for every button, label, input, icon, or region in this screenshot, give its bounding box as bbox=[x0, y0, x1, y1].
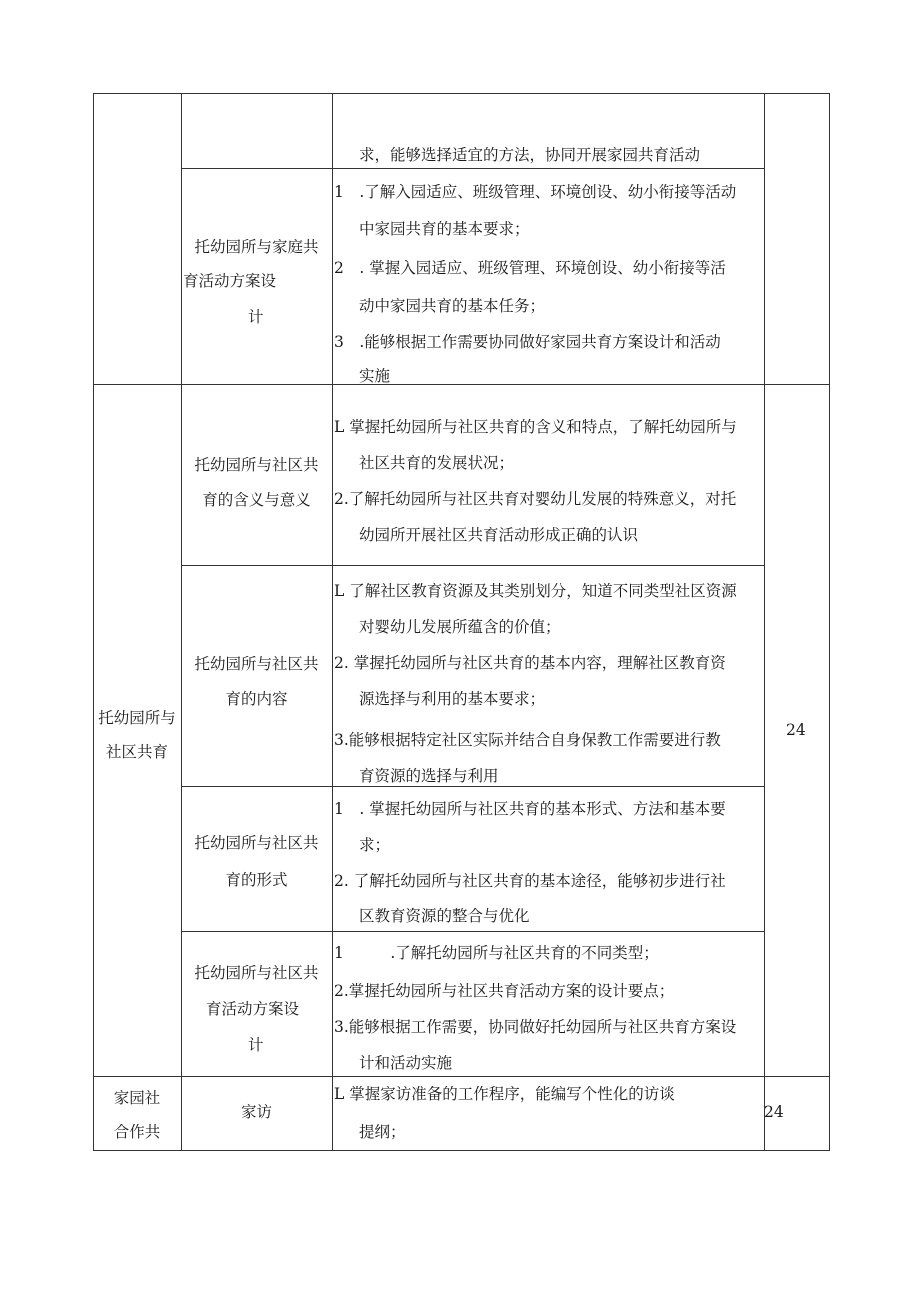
requirement-line: 2.掌握托幼园所与社区共育活动方案的设计要点； bbox=[334, 982, 675, 1000]
requirement-line: 2. 掌握托幼园所与社区共育的基本内容，理解社区教育资 bbox=[334, 654, 726, 672]
requirement-line: 1 .了解托幼园所与社区共育的不同类型； bbox=[334, 944, 659, 962]
requirement-line: 实施 bbox=[359, 367, 391, 383]
hours-value: 24 bbox=[786, 721, 806, 739]
topic-name-line: 托幼园所与社区共 bbox=[194, 456, 319, 474]
requirement-line: 3.能够根据工作需要，协同做好托幼园所与社区共育方案设 bbox=[334, 1018, 737, 1036]
requirement-line: 社区共育的发展状况； bbox=[359, 454, 515, 472]
module-name-line: 合作共 bbox=[113, 1123, 161, 1141]
grid-line bbox=[93, 1076, 830, 1077]
module-name-line: 托幼园所与 bbox=[98, 709, 176, 727]
requirement-line: 中家园共育的基本要求； bbox=[359, 220, 530, 238]
requirement-line: 对婴幼儿发展所蕴含的价值； bbox=[359, 618, 561, 636]
requirement-line: L 了解社区教育资源及其类别划分，知道不同类型社区资源 bbox=[334, 582, 737, 600]
topic-name-line: 托幼园所与社区共 bbox=[194, 964, 319, 982]
requirement-line: 1 .了解入园适应、班级管理、环境创设、幼小衔接等活动 bbox=[334, 183, 737, 201]
requirement-line: 幼园所开展社区共育活动形成正确的认识 bbox=[359, 526, 639, 544]
requirement-line: 求，能够选择适宜的方法，协同开展家园共育活动 bbox=[359, 146, 701, 164]
topic-name-line: 托幼园所与家庭共 bbox=[194, 238, 319, 256]
requirement-line: 区教育资源的整合与优化 bbox=[359, 907, 530, 925]
requirement-line: 源选择与利用的基本要求； bbox=[359, 690, 546, 708]
grid-line bbox=[93, 93, 830, 94]
requirement-line: 2.了解托幼园所与社区共育对婴幼儿发展的特殊意义，对托 bbox=[334, 490, 737, 508]
module-name-line: 社区共育 bbox=[105, 743, 168, 761]
requirement-line: 2. 了解托幼园所与社区共育的基本途径，能够初步进行社 bbox=[334, 872, 726, 890]
requirement-line: 3 .能够根据工作需要协同做好家园共育方案设计和活动 bbox=[334, 333, 721, 351]
requirement-line-clipped bbox=[359, 766, 499, 785]
grid-line bbox=[181, 786, 764, 787]
requirement-line: 求； bbox=[359, 836, 391, 854]
topic-name-line: 家访 bbox=[240, 1103, 272, 1121]
grid-line bbox=[181, 931, 764, 932]
requirement-line: L 掌握家访准备的工作程序，能编写个性化的访谈 bbox=[334, 1085, 675, 1103]
requirement-line: 2 . 掌握入园适应、班级管理、环境创设、幼小衔接等活 bbox=[334, 259, 726, 277]
module-name-line: 家园社 bbox=[113, 1089, 161, 1107]
hours-value: 24 bbox=[764, 1103, 784, 1121]
grid-line bbox=[93, 93, 94, 1151]
requirement-line: 动中家园共育的基本任务； bbox=[359, 297, 546, 315]
topic-name-line: 育的内容 bbox=[225, 690, 288, 708]
topic-name-line: 计 bbox=[248, 1036, 264, 1054]
requirement-line-clipped bbox=[359, 366, 390, 383]
requirement-line: 提纲； bbox=[359, 1123, 406, 1141]
topic-name-line: 育的形式 bbox=[225, 871, 288, 889]
requirement-line: L 掌握托幼园所与社区共育的含义和特点，了解托幼园所与 bbox=[334, 418, 737, 436]
requirement-line: 计和活动实施 bbox=[359, 1054, 453, 1072]
topic-name-line: 计 bbox=[248, 308, 264, 326]
grid-line bbox=[829, 93, 830, 1151]
requirement-line: 1 . 掌握托幼园所与社区共育的基本形式、方法和基本要 bbox=[334, 800, 726, 818]
requirement-line: 3.能够根据特定社区实际并结合自身保教工作需要进行教 bbox=[334, 731, 721, 749]
topic-name-line: 育的含义与意义 bbox=[202, 491, 311, 509]
grid-line bbox=[181, 168, 764, 169]
topic-name-line: 育活动方案设 bbox=[183, 272, 277, 290]
grid-line bbox=[181, 565, 764, 566]
grid-line bbox=[93, 1150, 830, 1151]
topic-name-line: 育活动方案设 bbox=[206, 1000, 300, 1018]
grid-line bbox=[93, 384, 830, 385]
grid-line bbox=[332, 93, 333, 1151]
topic-name-line: 托幼园所与社区共 bbox=[194, 655, 319, 673]
topic-name-line: 托幼园所与社区共 bbox=[194, 834, 319, 852]
requirement-line: 育资源的选择与利用 bbox=[359, 767, 499, 785]
grid-line bbox=[764, 93, 765, 1151]
